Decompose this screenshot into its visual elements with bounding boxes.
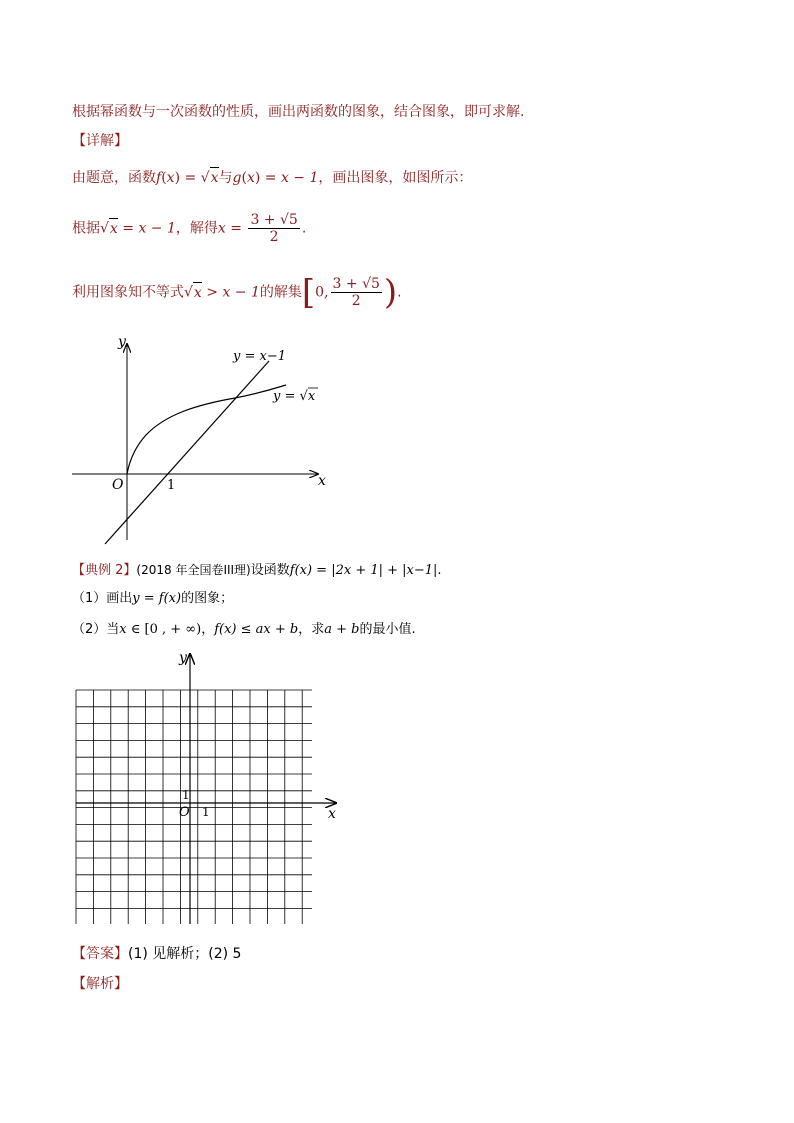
curve-sqrt-x [127,385,286,474]
curve-label: y = √x [273,389,316,404]
y-axis-label: y [118,334,126,350]
example2-q1: （1）画出y = f(x)的图象； [72,591,234,606]
fraction-interval: $\frac{3 + √5}{2}$ [332,276,380,309]
line-y-x-minus-1 [105,361,269,544]
detail-label: 【详解】 [72,133,128,149]
grid-origin: O [179,805,190,820]
example2-title: 【典例 2】(2018 年全国卷III理)设函数f(x) = |2x + 1| + |x−1|. [72,563,442,578]
solution-line-2: 根据√x = x − 1，解得x = $\frac{3 + √5}{2}$ . [72,212,307,245]
solution-line-1: 由题意，函数f(x) = √x与g(x) = x − 1，画出图象，如图所示： [72,167,472,188]
analysis-label: 【解析】 [72,976,128,992]
x-axis-label: x [318,473,326,489]
origin-label: O [112,477,124,493]
fraction-root: $\frac{3 + √5}{2}$ [250,212,298,245]
grid-one-y: 1 [182,788,190,802]
tick-one: 1 [167,478,176,493]
grid-one-x: 1 [202,805,210,819]
line-label: y = x−1 [233,349,286,364]
grid-y-label: y [179,650,187,666]
coordinate-grid [68,648,348,930]
function-graph [60,330,340,555]
hint-text: 根据幂函数与一次函数的性质，画出两函数的图象，结合图象，即可求解. [72,104,525,120]
grid-lines [76,690,312,924]
grid-x-label: x [328,806,336,822]
answer-line: 【答案】(1) 见解析；(2) 5 [72,946,242,962]
example2-q2: （2）当x ∈ [0 , + ∞)，f(x) ≤ ax + b，求a + b的最小值. [72,622,416,637]
solution-line-3: 利用图象知不等式√x > x − 1的解集[0, $\frac{3 + √5}{2}$ ). [72,272,402,313]
